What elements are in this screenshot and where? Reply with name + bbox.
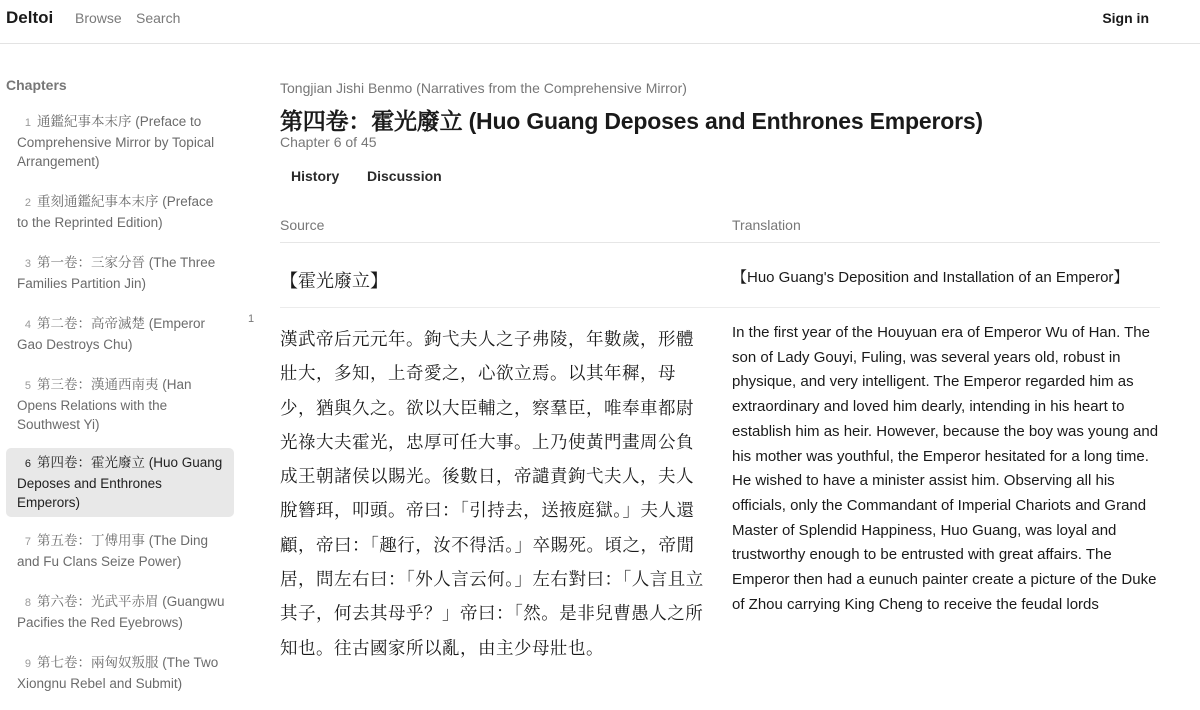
chapter-count: Chapter 6 of 45	[280, 134, 377, 150]
chapter-label: 第六卷：光武平赤眉 (Guangwu Pacifies the Red Eyebrows)	[17, 594, 225, 630]
chapter-item-7[interactable]	[6, 527, 234, 575]
chapter-label: 第三卷：漢通西南夷 (Han Opens Relations with the Southwest Yi)	[17, 377, 192, 432]
chapter-label: 重刻通鑑紀事本末序 (Preface to the Reprinted Edition)	[17, 194, 214, 230]
chapter-item-8[interactable]	[6, 588, 234, 636]
section-heading-row	[280, 243, 1160, 308]
source-paragraph: 漢武帝后元元年。鉤弋夫人之子弗陵，年數歲，形體壯大，多知，上奇愛之，心欲立焉。以其年穉，母少，猶與久之。欲以大臣輔之，察羣臣，唯奉車都尉光祿大夫霍光，忠厚可任大事。上乃使黃門畫周公負成王朝諸侯以賜光。後數日，帝譴責鉤弋夫人，夫人脫簪珥，叩頭。帝曰：「引持去，送掖庭獄。」夫人還顧，帝曰：「趣行，汝不得活。」卒賜死。頃之，帝閒居，問左右曰：「外人言云何。」左右對曰：「人言且立其子，何去其母乎？」帝曰：「然。是非兒曹愚人之所知也。往古國家所以亂，由主少母壯也。	[280, 330, 704, 659]
chapter-number: 7	[24, 536, 31, 548]
paragraph-line-number: 1	[248, 313, 255, 325]
chapter-number: 5	[24, 380, 31, 392]
translation-column-header: Translation	[732, 217, 801, 233]
chapter-item-5[interactable]	[6, 371, 234, 438]
chapter-label: 第七卷：兩匈奴叛服 (The Two Xiongnu Rebel and Submit)	[17, 655, 219, 691]
nav-browse-link[interactable]: Browse	[75, 10, 122, 26]
column-header-row	[280, 210, 1160, 243]
chapter-number: 4	[24, 319, 31, 331]
sign-in-link[interactable]: Sign in	[1102, 10, 1149, 26]
chapter-label: 第五卷：丁傅用事 (The Ding and Fu Clans Seize Power)	[17, 533, 209, 569]
chapter-list	[6, 108, 234, 710]
chapter-number: 8	[24, 597, 31, 609]
chapter-label: 第二卷：高帝滅楚 (Emperor Gao Destroys Chu)	[17, 316, 206, 352]
source-column-header: Source	[280, 217, 325, 233]
chapter-item-6-active[interactable]	[6, 448, 234, 517]
chapter-number: 6	[24, 458, 31, 470]
chapter-item-2[interactable]	[6, 188, 234, 236]
sidebar-title: Chapters	[6, 77, 67, 93]
chapter-item-4[interactable]	[6, 310, 234, 358]
chapter-label: 第四卷：霍光廢立 (Huo Guang Deposes and Enthrones Emperors)	[17, 455, 223, 510]
chapter-item-1[interactable]	[6, 108, 234, 175]
page-title: 第四卷：霍光廢立 (Huo Guang Deposes and Enthrones Emperors)	[280, 108, 983, 134]
chapter-number: 3	[24, 258, 31, 270]
book-title: Tongjian Jishi Benmo (Narratives from the Comprehensive Mirror)	[280, 80, 687, 96]
nav-search-link[interactable]: Search	[136, 10, 181, 26]
chapter-number: 9	[24, 658, 31, 670]
top-navigation-bar	[0, 0, 1200, 44]
chapter-item-3[interactable]	[6, 249, 234, 297]
translation-paragraph: In the first year of the Houyuan era of Emperor Wu of Han. The son of Lady Gouyi, Fuling, was several years old, robust in physique, and very intelligent. The Emperor regarded him as extraordinary and loved him dearly, intending in his heart to establish him as heir. However, because the boy was young and his mother was youthful, the Emperor hesitated for a long time. He wished to have a minister assist him. Observing all his officials, only the Commandant of Imperial Chariots and Grand Master of Splendid Happiness, Huo Guang, was loyal and trustworthy enough to be entrusted with great affairs. The Emperor then had a eunuch painter create a picture of the Duke of Zhou carrying King Cheng to receive the feudal lords	[732, 324, 1159, 613]
chapter-number: 1	[24, 117, 31, 129]
chapter-item-9[interactable]	[6, 649, 234, 697]
translation-section-heading: 【Huo Guang's Deposition and Installation of an Emperor】	[732, 269, 1129, 286]
tab-discussion[interactable]: Discussion	[367, 168, 442, 184]
brand-logo-link[interactable]: Deltoi	[6, 8, 54, 27]
tab-history[interactable]: History	[291, 168, 340, 184]
chapters-sidebar	[0, 44, 240, 691]
chapter-label: 通鑑紀事本末序 (Preface to Comprehensive Mirror by Topical Arrangement)	[17, 114, 215, 169]
source-section-heading: 【霍光廢立】	[280, 271, 388, 292]
chapter-label: 第一卷：三家分晉 (The Three Families Partition Jin)	[17, 255, 216, 291]
chapter-number: 2	[24, 197, 31, 209]
